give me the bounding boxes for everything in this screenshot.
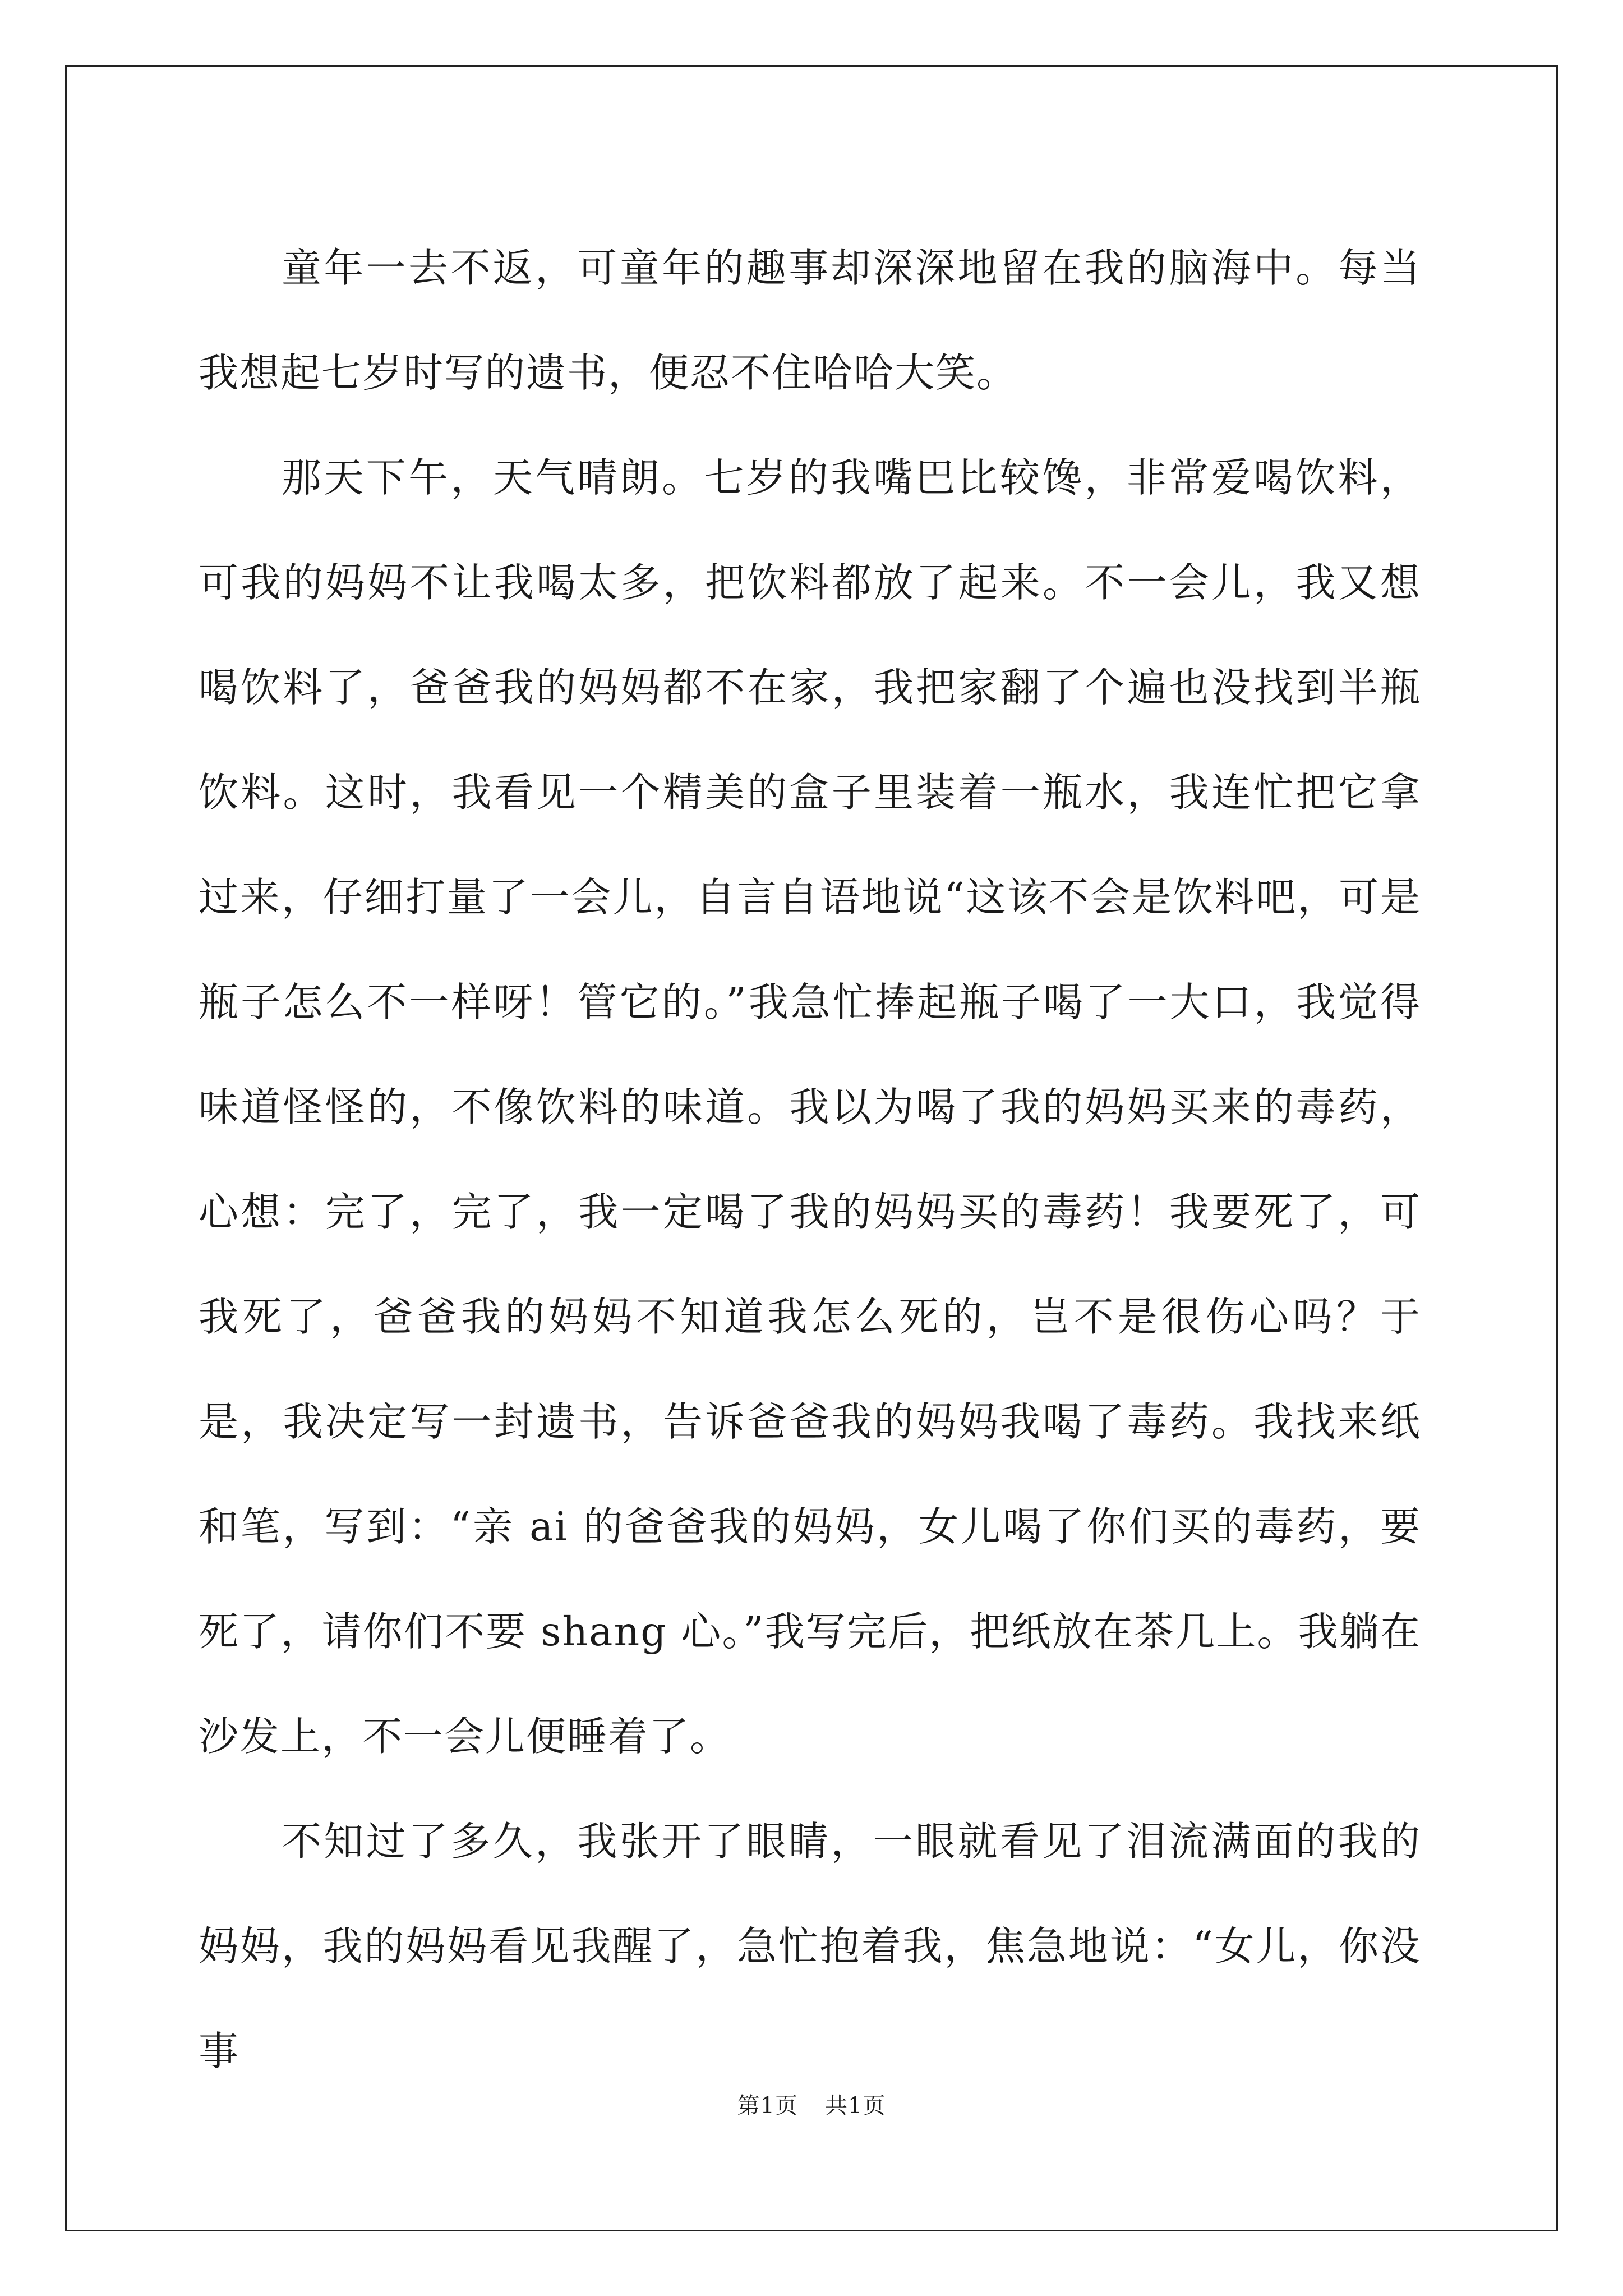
page-number-total: 共1页 <box>825 2093 886 2119</box>
page-footer <box>0 2088 1623 2120</box>
paragraph-3: 不知过了多久，我张开了眼睛，一眼就看见了泪流满面的我的妈妈，我的妈妈看见我醒了，急忙抱着我，焦急地说：“女儿，你没事 <box>199 1818 1421 2074</box>
paragraph-2: 那天下午，天气晴朗。七岁的我嘴巴比较馋，非常爱喝饮料，可我的妈妈不让我喝太多，把饮料都放了起来。不一会儿，我又想喝饮料了，爸爸我的妈妈都不在家，我把家翻了个遍也没找到半瓶饮料。这时，我看见一个精美的盒子里装着一瓶水，我连忙把它拿过来，仔细打量了一会儿，自言自语地说“这该不会是饮料吧，可是瓶子怎么不一样呀！管它的。”我急忙捧起瓶子喝了一大口，我觉得味道怪怪的，不像饮料的味道。我以为喝了我的妈妈买来的毒药，心想：完了，完了，我一定喝了我的妈妈买的毒药！我要死了，可我死了，爸爸我的妈妈不知道我怎么死的，岂不是很伤心吗？于是，我决定写一封遗书，告诉爸爸我的妈妈我喝了毒药。我找来纸和笔，写到：“亲 ai 的爸爸我的妈妈，女儿喝了你们买的毒药，要死了，请你们不要 shang 心。”我写完后，把纸放在茶几上。我躺在沙发上，不一会儿便睡着了。 <box>199 454 1421 1760</box>
paragraph-1: 童年一去不返，可童年的趣事却深深地留在我的脑海中。每当我想起七岁时写的遗书，便忍不住哈哈大笑。 <box>199 245 1421 396</box>
page-number-current: 第1页 <box>737 2093 798 2119</box>
document-body <box>199 215 1421 2104</box>
